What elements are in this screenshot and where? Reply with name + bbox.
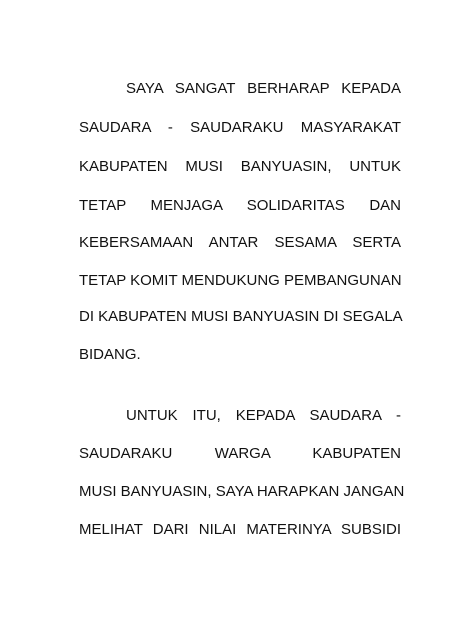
- paragraph-2-line-2: SAUDARAKU WARGA KABUPATEN: [79, 445, 401, 462]
- paragraph-2-line-4: MELIHAT DARI NILAI MATERINYA SUBSIDI: [79, 521, 401, 538]
- paragraph-1-line-5: KEBERSAMAAN ANTAR SESAMA SERTA: [79, 234, 401, 251]
- paragraph-1-line-1: SAYA SANGAT BERHARAP KEPADA: [126, 80, 401, 97]
- paragraph-1-line-7: DI KABUPATEN MUSI BANYUASIN DI SEGALA: [79, 308, 403, 325]
- paragraph-1-line-3: KABUPATEN MUSI BANYUASIN, UNTUK: [79, 158, 401, 175]
- paragraph-1-line-2: SAUDARA - SAUDARAKU MASYARAKAT: [79, 119, 401, 136]
- paragraph-1-line-8: BIDANG.: [79, 346, 141, 363]
- paragraph-2-line-1: UNTUK ITU, KEPADA SAUDARA -: [126, 407, 401, 424]
- paragraph-1-line-6: TETAP KOMIT MENDUKUNG PEMBANGUNAN: [79, 272, 402, 289]
- paragraph-1-line-4: TETAP MENJAGA SOLIDARITAS DAN: [79, 197, 401, 214]
- paragraph-2-line-3: MUSI BANYUASIN, SAYA HARAPKAN JANGAN: [79, 483, 405, 500]
